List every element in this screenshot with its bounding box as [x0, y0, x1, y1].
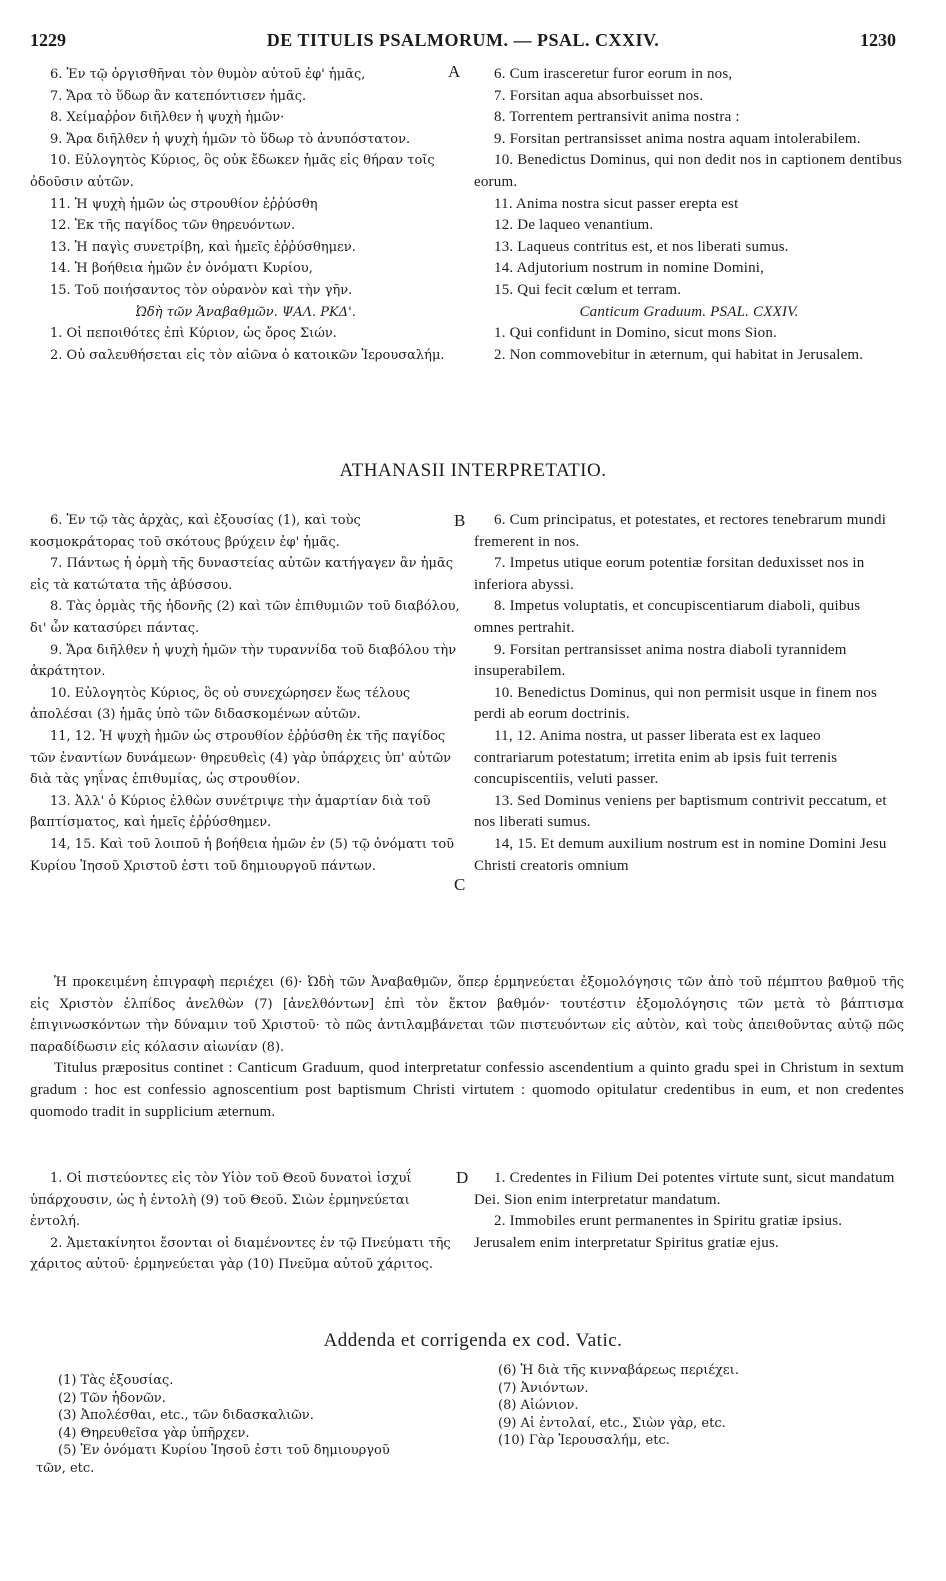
section-title-athanasius: ATHANASII INTERPRETATIO.	[339, 460, 607, 481]
latin-verse: 11. Anima nostra sicut passer erepta est	[494, 195, 739, 212]
latin-verse: 1. Qui confidunt in Domino, sicut mons Sion.	[494, 325, 777, 342]
latin-column-verses	[474, 1168, 904, 1254]
note-item: (1) Τὰς ἐξουσίας.	[58, 1373, 174, 1388]
note-item: (10) Γὰρ Ἱερουσαλήμ, etc.	[498, 1433, 670, 1449]
greek-verse: 1. Οἱ πεποιθότες ἐπὶ Κύριον, ὡς ὄρος Σιών.	[50, 326, 337, 342]
greek-verse: 8. Χείμαῤῥον διῆλθεν ἡ ψυχὴ ἡμῶν·	[50, 110, 285, 126]
latin-verse: 8. Torrentem pertransivit anima nostra :	[494, 109, 740, 126]
note-item: (4) Θηρευθεῖσα γὰρ ὑπῆρχεν.	[58, 1425, 250, 1441]
latin-verse: 6. Cum principatus, et potestates, et rectores tenebrarum mundi fremerent in nos.	[474, 512, 887, 550]
latin-psalm-heading: Canticum Graduum. PSAL. CXXIV.	[579, 303, 799, 320]
latin-verse: 6. Cum irasceretur furor eorum in nos,	[494, 66, 733, 82]
greek-verse: 11, 12. Ἡ ψυχὴ ἡμῶν ὡς στρουθίον ἐῤῥύσθη ἐκ τῆς παγίδος τῶν ἐναντίων δυνάμεων· θηρευθεὶς (4) γὰρ ὑπάρχεις ὑπ' αὐτῶν διὰ τὰς γηΐνας ἐπιθυμίας, ὡς στρουθίον.	[30, 728, 452, 788]
latin-verse: 9. Forsitan pertransisset anima nostra aquam intolerabilem.	[494, 130, 861, 147]
page-number-right: 1230	[860, 30, 896, 50]
title-commentary	[30, 972, 904, 1123]
greek-verse: 12. Ἐκ τῆς παγίδος τῶν θηρευόντων.	[50, 218, 296, 234]
note-item: (8) Αἰώνιον.	[498, 1398, 579, 1414]
notes-right	[498, 1362, 898, 1450]
greek-verse: 9. Ἄρα διῆλθεν ἡ ψυχὴ ἡμῶν τὴν τυραννίδα τοῦ διαβόλου τὴν ἀκράτητον.	[30, 642, 457, 680]
note-item: (6) Ἡ διὰ τῆς κινναβάρεως περιέχει.	[498, 1363, 739, 1378]
greek-verse: 15. Τοῦ ποιήσαντος τὸν οὐρανὸν καὶ τὴν γῆν.	[50, 282, 353, 298]
latin-verse: 11, 12. Anima nostra, ut passer liberata est ex laqueo contrariarum potestatum; irretita enim ab ipsis fuit terrenis concupiscentiis, veluti passer.	[474, 727, 838, 788]
greek-verse: 7. Πάντως ἡ ὁρμὴ τῆς δυναστείας αὐτῶν κατήγαγεν ἂν ἡμᾶς εἰς τὰ κατώτατα τῆς ἀβύσσου.	[30, 556, 454, 593]
margin-letter-a: A	[448, 62, 461, 81]
greek-verse: 2. Οὐ σαλευθήσεται εἰς τὸν αἰῶνα ὁ κατοικῶν Ἱερουσαλήμ.	[50, 347, 445, 363]
greek-verse: 10. Εὐλογητὸς Κύριος, ὃς οὐ συνεχώρησεν ἕως τέλους ἀπολέσαι (3) ἡμᾶς ὑπὸ τῶν διδασκομένων αὐτῶν.	[30, 685, 411, 723]
latin-verse: 2. Immobiles erunt permanentes in Spiritu gratiæ ipsius. Jerusalem enim interpretatur Spiritus gratiæ ejus.	[474, 1213, 843, 1251]
greek-verse: 6. Ἐν τῷ τὰς ἀρχὰς, καὶ ἐξουσίας (1), καὶ τοὺς κοσμοκράτορας τοῦ σκότους βρύχειν ἐφ' ἡμᾶς.	[30, 513, 361, 550]
greek-verse: 13. Ἀλλ' ὁ Κύριος ἐλθὼν συνέτριψε τὴν ἁμαρτίαν διὰ τοῦ βαπτίσματος, καὶ ἡμεῖς ἐῤῥύσθημεν.	[30, 793, 431, 831]
latin-verse: 8. Impetus voluptatis, et concupiscentiarum diaboli, quibus omnes pertrahit.	[474, 598, 861, 636]
latin-verse: 7. Forsitan aqua absorbuisset nos.	[494, 87, 704, 104]
latin-verse: 7. Impetus utique eorum potentiæ forsitan deduxisset nos in inferiora abyssi.	[474, 555, 865, 593]
greek-verse: 11. Ἡ ψυχὴ ἡμῶν ὡς στρουθίον ἐῤῥύσθη	[50, 196, 318, 212]
note-item: (3) Ἀπολέσθαι, etc., τῶν διδασκαλιῶν.	[58, 1408, 314, 1424]
latin-commentary: Titulus præpositus continet : Canticum Graduum, quod interpretatur confessio ascendentium a quinto gradu spei in Christum in sextum gradum : hoc est confessio agnoscentium post baptismum Christi virtutem : quomodo opitulatur credentibus in eum, et non credentes quomodo tradit in supplicium æternum.	[30, 1060, 904, 1120]
section-title-addenda: Addenda et corrigenda ex cod. Vatic.	[323, 1330, 623, 1351]
latin-verse: 12. De laqueo venantium.	[494, 217, 654, 234]
greek-verse: 8. Τὰς ὁρμὰς τῆς ἡδονῆς (2) καὶ τῶν ἐπιθυμιῶν τοῦ διαβόλου, δι' ὧν κατασύρει πάντας.	[30, 599, 460, 636]
greek-verse: 1. Οἱ πιστεύοντες εἰς τὸν Υἱὸν τοῦ Θεοῦ δυνατοὶ ἰσχυΐ ὑπάρχουσιν, ὡς ἡ ἐντολὴ (9) τοῦ Θεοῦ. Σιὼν ἑρμηνεύεται ἐντολή.	[30, 1171, 412, 1230]
latin-verse: 2. Non commovebitur in æternum, qui habitat in Jerusalem.	[494, 346, 864, 363]
margin-letter-b: B	[454, 511, 466, 530]
greek-verse: 6. Ἐν τῷ ὀργισθῆναι τὸν θυμὸν αὐτοῦ ἐφ' ἡμᾶς,	[50, 67, 366, 82]
notes-left	[36, 1372, 468, 1478]
note-item: (5) Ἐν ὀνόματι Κυρίου Ἰησοῦ ἐστι τοῦ δημιουργοῦ	[58, 1443, 390, 1459]
greek-column-interpretation	[30, 510, 462, 877]
running-title: DE TITULIS PSALMORUM. — PSAL. CXXIV.	[266, 30, 660, 50]
page-number-left: 1229	[30, 30, 66, 50]
latin-column-interpretation	[474, 510, 904, 877]
margin-letter-c: C	[454, 875, 466, 894]
note-item: (9) Αἱ ἐντολαί, etc., Σιὼν γὰρ, etc.	[498, 1415, 726, 1431]
greek-column-psalm	[30, 64, 462, 366]
latin-verse: 1. Credentes in Filium Dei potentes virtute sunt, sicut mandatum Dei. Sion enim interpretatur mandatum.	[474, 1170, 895, 1208]
greek-psalm-heading: Ὠδὴ τῶν Ἀναβαθμῶν. ΨΑΛ. ΡΚΔ'.	[136, 304, 356, 320]
latin-column-psalm	[474, 64, 904, 366]
note-item: (2) Τῶν ἡδονῶν.	[58, 1390, 166, 1406]
note-item-continuation: τῶν, etc.	[36, 1460, 95, 1476]
latin-verse: 14, 15. Et demum auxilium nostrum est in nomine Domini Jesu Christi creatoris omnium	[474, 835, 887, 874]
latin-verse: 14. Adjutorium nostrum in nomine Domini,	[494, 260, 765, 277]
greek-verse: 9. Ἄρα διῆλθεν ἡ ψυχὴ ἡμῶν τὸ ὕδωρ τὸ ἀνυπόστατον.	[50, 131, 411, 147]
greek-verse: 10. Εὐλογητὸς Κύριος, ὃς οὐκ ἔδωκεν ἡμᾶς εἰς θήραν τοῖς ὀδοῦσιν αὐτῶν.	[30, 153, 435, 190]
note-item: (7) Ἀνιόντων.	[498, 1380, 589, 1396]
greek-verse: 2. Ἀμετακίνητοι ἔσονται οἱ διαμένοντες ἐν τῷ Πνεύματι τῆς χάριτος αὐτοῦ· ἑρμηνεύεται γὰρ (10) Πνεῦμα αὐτοῦ χάριτος.	[30, 1235, 451, 1273]
latin-verse: 10. Benedictus Dominus, qui non dedit nos in captionem dentibus eorum.	[474, 152, 902, 190]
latin-verse: 13. Laqueus contritus est, et nos liberati sumus.	[494, 238, 789, 255]
greek-commentary: Ἡ προκειμένη ἐπιγραφὴ περιέχει (6)· Ὠδὴ τῶν Ἀναβαθμῶν, ὅπερ ἑρμηνεύεται ἐξομολόγησις τῶν ἀπὸ τοῦ πέμπτου βαθμοῦ τῆς εἰς Χριστὸν ἐλπίδος ἀνελθὼν (7) [ἀνελθόντων] ἐπὶ τὸν ἕκτον βαθμόν· τουτέστιν ἐξομολόγησις τῶν μετὰ τὸ βάπτισμα ἐπιγινωσκόντων τὴν δύναμιν τοῦ Χριστοῦ· τὸ πῶς ἀντιλαμβάνεται τῶν πιστευόντων εἰς αὐτὸν, καὶ τοὺς ἀπειθοῦντας αὐτῷ πῶς παραδίδωσιν εἰς κόλασιν αἰωνίαν (8).	[30, 975, 904, 1055]
greek-verse: 14, 15. Καὶ τοῦ λοιποῦ ἡ βοήθεια ἡμῶν ἐν (5) τῷ ὀνόματι τοῦ Κυρίου Ἰησοῦ Χριστοῦ ἐστι τοῦ δημιουργοῦ πάντων.	[30, 836, 455, 874]
running-header	[30, 30, 896, 56]
latin-verse: 13. Sed Dominus veniens per baptismum contrivit peccatum, et nos liberati sumus.	[474, 792, 887, 831]
greek-verse: 7. Ἄρα τὸ ὕδωρ ἂν κατεπόντισεν ἡμᾶς.	[50, 88, 307, 104]
margin-letter-d: D	[456, 1168, 469, 1187]
greek-verse: 13. Ἡ παγὶς συνετρίβη, καὶ ἡμεῖς ἐῤῥύσθημεν.	[50, 239, 356, 255]
greek-column-verses	[30, 1168, 462, 1276]
latin-verse: 15. Qui fecit cœlum et terram.	[494, 281, 682, 298]
latin-verse: 9. Forsitan pertransisset anima nostra diaboli tyrannidem insuperabilem.	[474, 641, 847, 680]
latin-verse: 10. Benedictus Dominus, qui non permisit usque in finem nos perdi ab eorum doctrinis.	[474, 684, 878, 723]
greek-verse: 14. Ἡ βοήθεια ἡμῶν ἐν ὀνόματι Κυρίου,	[50, 261, 313, 277]
